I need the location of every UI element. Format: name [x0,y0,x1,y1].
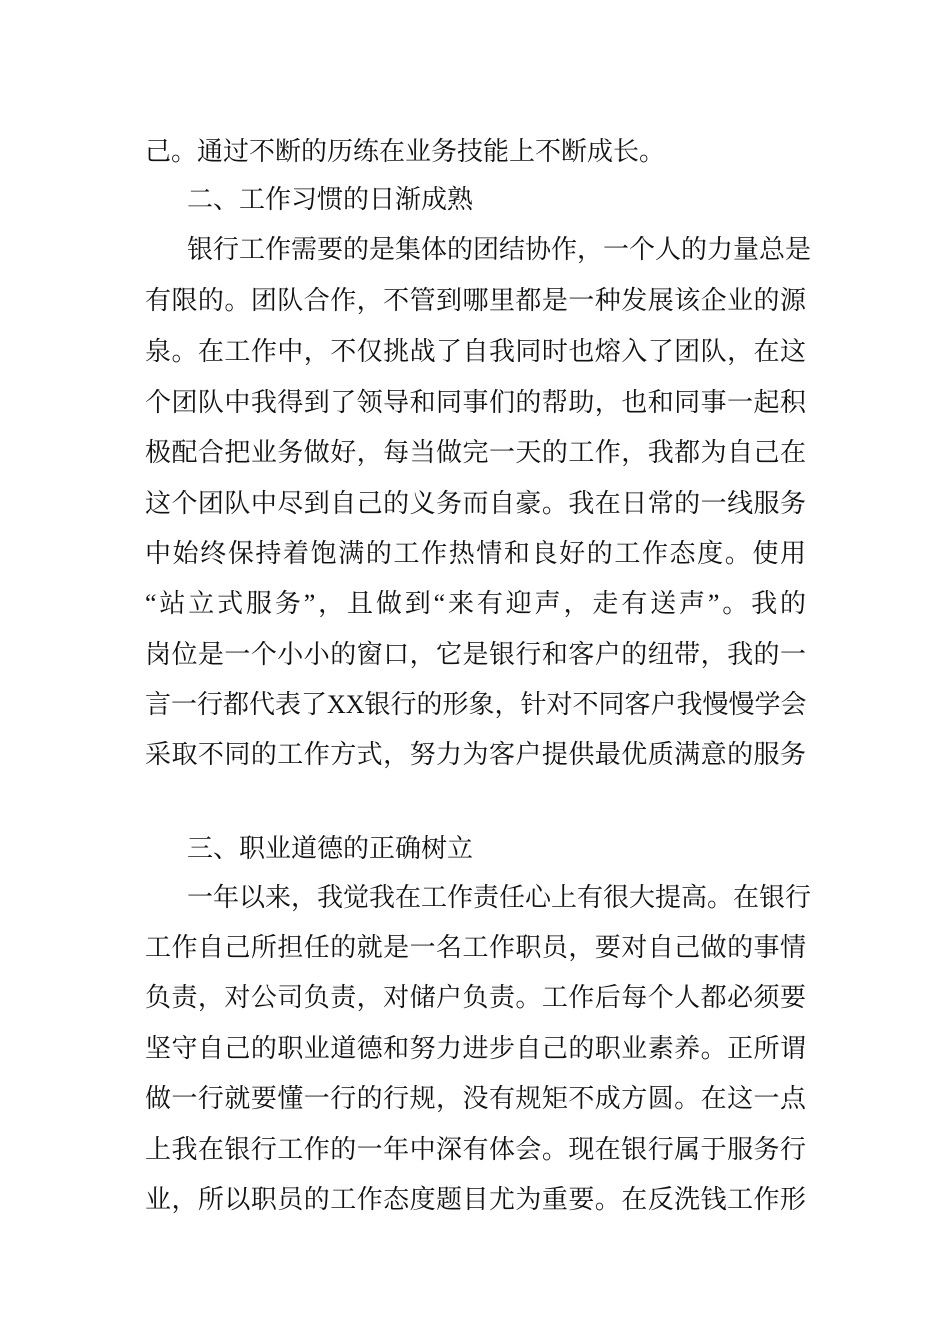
section-heading-3: 三、职业道德的正确树立 [187,834,474,863]
paragraph-line: 银行工作需要的是集体的团结协作，一个人的力量总是 [187,235,812,264]
paragraph-line: 中始终保持着饱满的工作热情和良好的工作态度。使用 [145,539,806,568]
paragraph-line: “站立式服务”，且做到“来有迎声，走有送声”。我的 [145,589,806,618]
paragraph-line: 泉。在工作中，不仅挑战了自我同时也熔入了团队，在这 [145,337,806,366]
paragraph-line: 坚守自己的职业道德和努力进步自己的职业素养。正所谓 [145,1034,806,1063]
paragraph-line: 工作自己所担任的就是一名工作职员，要对自己做的事情 [145,933,806,962]
paragraph-line: 岗位是一个小小的窗口，它是银行和客户的纽带，我的一 [145,640,806,669]
paragraph-line: 做一行就要懂一行的行规，没有规矩不成方圆。在这一点 [145,1084,806,1113]
paragraph-line: 己。通过不断的历练在业务技能上不断成长。 [145,137,666,166]
paragraph-line: 一年以来，我觉我在工作责任心上有很大提高。在银行 [187,883,812,912]
paragraph-line: 采取不同的工作方式，努力为客户提供最优质满意的服务 [145,740,806,769]
section-heading-2: 二、工作习惯的日渐成熟 [187,185,474,214]
paragraph-line: 负责，对公司负责，对储户负责。工作后每个人都必须要 [145,983,806,1012]
paragraph-line: 上我在银行工作的一年中深有体会。现在银行属于服务行 [145,1135,806,1164]
paragraph-line: 这个团队中尽到自己的义务而自豪。我在日常的一线服务 [145,489,806,518]
paragraph-line: 极配合把业务做好，每当做完一天的工作，我都为自己在 [145,438,806,467]
paragraph-line: 个团队中我得到了领导和同事们的帮助，也和同事一起积 [145,388,806,417]
paragraph-line: 有限的。团队合作，不管到哪里都是一种发展该企业的源 [145,286,806,315]
paragraph-line: 业，所以职员的工作态度题目尤为重要。在反洗钱工作形 [145,1185,806,1214]
paragraph-line: 言一行都代表了XX银行的形象，针对不同客户我慢慢学会 [145,690,807,719]
